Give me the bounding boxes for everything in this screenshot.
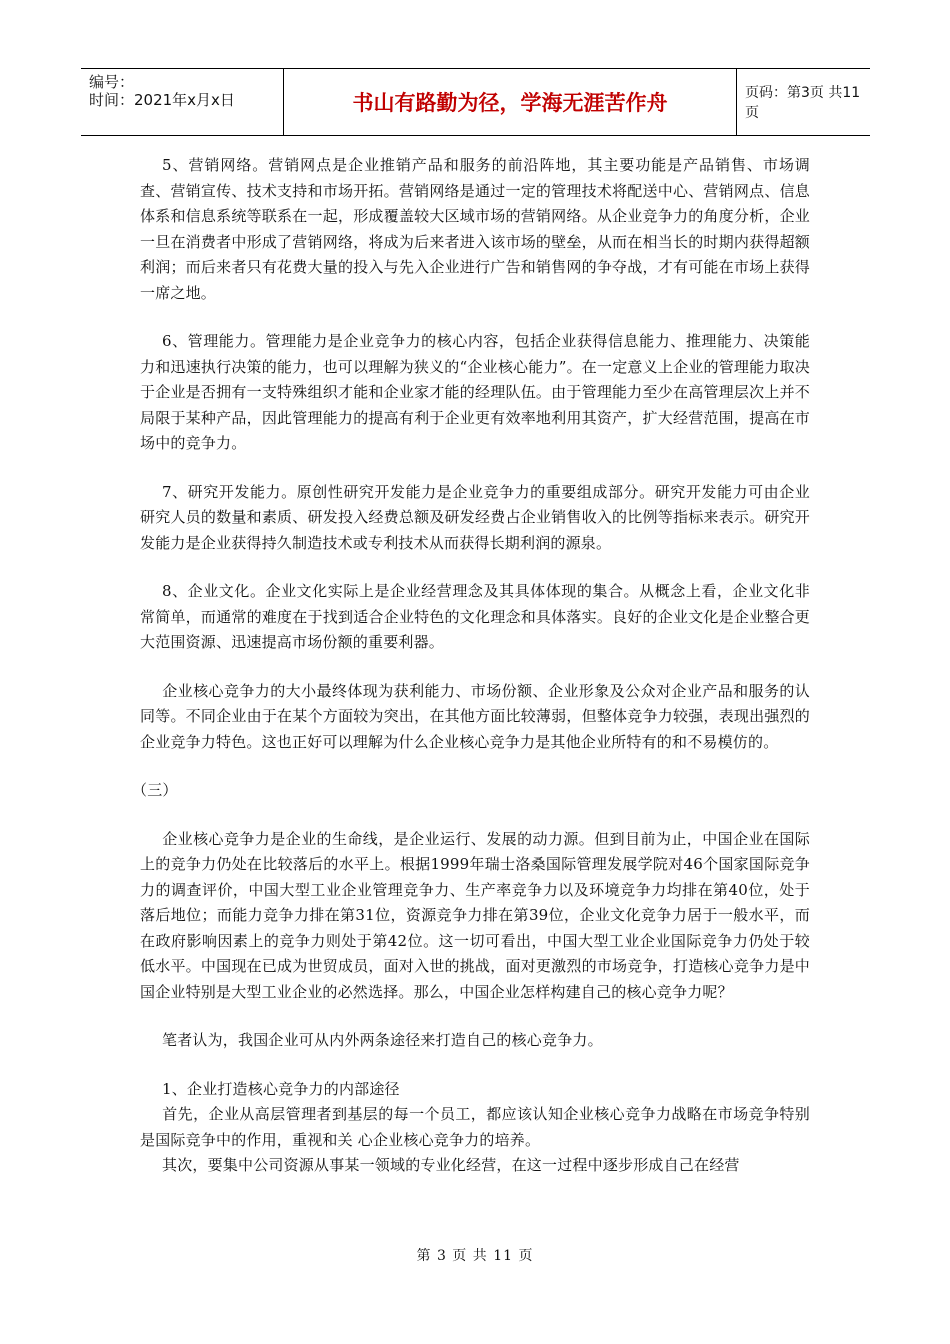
paragraph-research-development: 7、研究开发能力。原创性研究开发能力是企业竞争力的重要组成部分。研究开发能力可由企业研究人员的数量和素质、研发投入经费总额及研发经费占企业销售收入的比例等指标来表示。研究开发能力是企业获得持久制造技术或专利技术从而获得长期利润的源泉。 bbox=[140, 482, 810, 552]
header-left-cell bbox=[81, 69, 284, 135]
page-footer: 第 3 页 共 11 页 bbox=[416, 1248, 534, 1264]
paragraph-second: 其次，要集中公司资源从事某一领域的专业化经营，在这一过程中逐步形成自己在经营 bbox=[162, 1156, 740, 1174]
document-body bbox=[132, 153, 810, 1179]
paragraph-marketing-network: 5、营销网络。营销网点是企业推销产品和服务的前沿阵地，其主要功能是产品销售、市场调查、营销宣传、技术支持和市场开拓。营销网络是通过一定的管理技术将配送中心、营销网点、信息体系和信息系统等联系在一起，形成覆盖较大区域市场的营销网络。从企业竞争力的角度分析，企业一旦在消费者中形成了营销网络，将成为后来者进入该市场的壁垒，从而在相当长的时期内获得超额利润；而后来者只有花费大量的投入与先入企业进行广告和销售网的争夺战，才有可能在市场上获得一席之地。 bbox=[140, 156, 810, 302]
paragraph-first: 首先，企业从高层管理者到基层的每一个员工，都应该认知企业核心竞争力战略在市场竞争特别是国际竞争中的作用，重视和关 心企业核心竞争力的培养。 bbox=[140, 1105, 810, 1149]
subsection-heading-internal: 1、企业打造核心竞争力的内部途径 bbox=[162, 1079, 400, 1098]
page-header bbox=[81, 68, 870, 136]
paragraph-author-view: 笔者认为，我国企业可从内外两条途径来打造自己的核心竞争力。 bbox=[162, 1031, 603, 1049]
paragraph-core-competence-summary: 企业核心竞争力的大小最终体现为获利能力、市场份额、企业形象及公众对企业产品和服务的认同等。不同企业由于在某个方面较为突出，在其他方面比较薄弱，但整体竞争力较强，表现出强烈的企业竞争力特色。这也正好可以理解为什么企业核心竞争力是其他企业所特有的和不易模仿的。 bbox=[140, 681, 810, 751]
header-motto: 书山有路勤为径，学海无涯苦作舟 bbox=[284, 69, 737, 135]
paragraph-management-ability: 6、管理能力。管理能力是企业竞争力的核心内容，包括企业获得信息能力、推理能力、决策能力和迅速执行决策的能力，也可以理解为狭义的“企业核心能力”。在一定意义上企业的管理能力取决于企业是否拥有一支特殊组织才能和企业家才能的经理队伍。由于管理能力至少在高管理层次上并不局限于某种产品，因此管理能力的提高有利于企业更有效率地利用其资产，扩大经营范围，提高在市场中的竞争力。 bbox=[140, 332, 810, 452]
document-date-label: 时间：2021年x月x日 bbox=[89, 91, 235, 109]
document-number-label: 编号： bbox=[89, 73, 135, 91]
section-heading-three: （三） bbox=[132, 781, 178, 799]
paragraph-corporate-culture: 8、企业文化。企业文化实际上是企业经营理念及其具体体现的集合。从概念上看，企业文化非常简单，而通常的难度在于找到适合企业特色的文化理念和具体落实。良好的企业文化是企业整合更大范围资源、迅速提高市场份额的重要利器。 bbox=[140, 582, 810, 651]
paragraph-lifeline: 企业核心竞争力是企业的生命线，是企业运行、发展的动力源。但到目前为止，中国企业在国际上的竞争力仍处在比较落后的水平上。根据1999年瑞士洛桑国际管理发展学院对46个国家国际竞争力的调查评价，中国大型工业企业管理竞争力、生产率竞争力以及环境竞争力均排在第40位，处于落后地位；而能力竞争力排在第31位，资源竞争力排在第39位，企业文化竞争力居于一般水平，而在政府影响因素上的竞争力则处于第42位。这一切可看出，中国大型工业企业国际竞争力仍处于较低水平。中国现在已成为世贸成员，面对入世的挑战，面对更激烈的市场竞争，打造核心竞争力是中国企业特别是大型工业企业的必然选择。那么，中国企业怎样构建自己的核心竞争力呢？ bbox=[140, 829, 810, 1001]
header-page-label: 页码：第3页 共11页 bbox=[745, 85, 861, 121]
